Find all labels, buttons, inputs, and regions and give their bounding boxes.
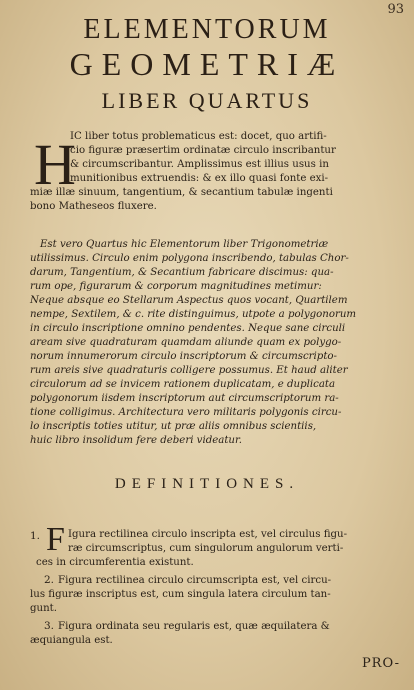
paragraph-line: rum ope, figurarum & corporum magnitudines metimur: xyxy=(30,281,322,292)
paragraph-line: norum innumerorum circulo inscriptorum & circumscripto- xyxy=(30,351,337,362)
definition-line: Igura rectilinea circulo inscripta est, vel circulus figu- xyxy=(68,529,348,540)
title-line-3: LIBER QUARTUS xyxy=(101,88,313,113)
intro-line: IC liber totus problematicus est: docet, quo artifi- xyxy=(70,131,327,142)
definition-line: gunt. xyxy=(30,603,57,614)
paragraph-line: rum areis sive quadraturis colligere possumus. Et haud aliter xyxy=(30,365,348,376)
paragraph-line: darum, Tangentium, & Secantium fabricare discimus: qua- xyxy=(30,267,334,278)
paragraph-line: utilissimus. Circulo enim polygona inscribendo, tabulas Chor- xyxy=(30,253,349,264)
intro-line: bono Matheseos fluxere. xyxy=(30,201,157,212)
intro-line: munitionibus extruendis: & ex illo quasi fonte exi- xyxy=(70,173,329,184)
paragraph-line: lo inscriptis toties utitur, ut præ aliis omnibus scientiis, xyxy=(30,421,317,432)
paragraph-line: huic libro insolidum fere deberi videatur. xyxy=(30,435,242,446)
paragraph-line: polygonorum iisdem inscriptorum aut circumscriptorum ra- xyxy=(30,393,339,404)
paragraph-line: Neque absque eo Stellarum Aspectus quos vocant, Quartilem xyxy=(30,295,348,306)
intro-line: miæ illæ sinuum, tangentium, & secantium tabulæ ingenti xyxy=(30,187,333,198)
definition-line: Figura rectilinea circulo circumscripta est, vel circu- xyxy=(58,575,332,586)
paragraph-line: Est vero Quartus hic Elementorum liber Trigonometriæ xyxy=(40,239,329,250)
paragraph-line: circulorum ad se invicem rationem duplicatam, e duplicata xyxy=(30,379,336,390)
paragraph-line: aream sive quadraturam quamdam aliunde quam ex polygo- xyxy=(30,337,342,348)
definition-number: 1. xyxy=(30,530,41,542)
paragraph-line: tione colligimus. Architectura vero militaris polygonis circu- xyxy=(30,407,342,418)
definition-number: 2. xyxy=(44,574,55,586)
definition-number: 3. xyxy=(44,620,55,632)
intro-line: & circumscribantur. Amplissimus est illius usus in xyxy=(70,159,329,170)
definition-line: Figura ordinata seu regularis est, quæ æquilatera & xyxy=(58,621,330,632)
definition-line: ræ circumscriptus, cum singulorum angulorum verti- xyxy=(68,543,344,554)
definition-line: æquiangula est. xyxy=(30,635,113,646)
page-number: 93 xyxy=(387,2,404,17)
title-line-2: GEOMETRIÆ xyxy=(69,46,345,82)
definitions-heading: DEFINITIONES. xyxy=(114,476,300,492)
paragraph-line: in circulo inscriptione omnino pendentes. Neque sane circuli xyxy=(30,323,346,334)
title-line-1: ELEMENTORUM xyxy=(83,14,331,45)
catchword: PRO- xyxy=(361,656,400,671)
paragraph-line: nempe, Sextilem, & c. rite distinguimus, utpote a polygonorum xyxy=(30,309,357,320)
definition-line: lus figuræ inscriptus est, cum singula latera circulum tan- xyxy=(30,589,331,600)
intro-line: cio figuræ præsertim ordinatæ circulo inscribantur xyxy=(70,145,336,156)
definition-line: ces in circumferentia existunt. xyxy=(36,557,194,568)
definition-drop-cap: F xyxy=(46,521,65,558)
drop-cap: H xyxy=(34,132,76,197)
